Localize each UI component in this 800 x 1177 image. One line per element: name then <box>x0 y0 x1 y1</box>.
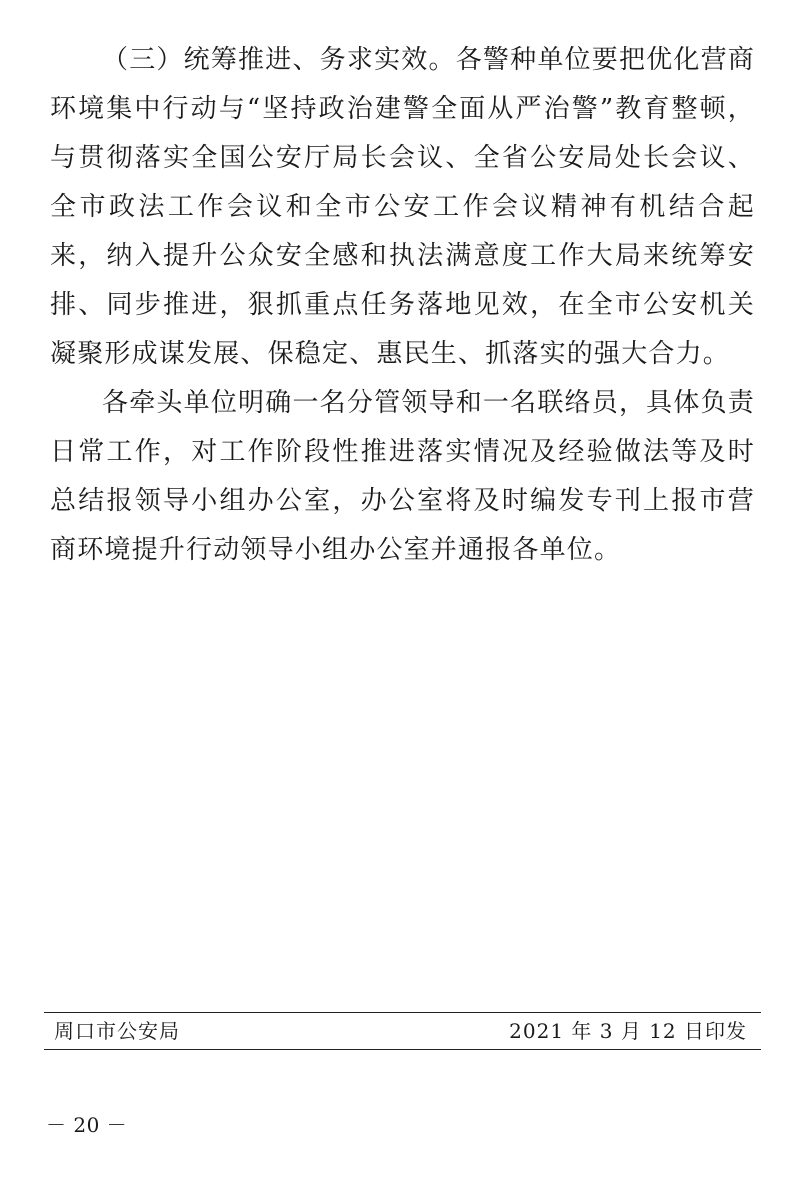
paragraph-section-three: （三）统筹推进、务求实效。各警种单位要把优化营商环境集中行动与“坚持政治建警全面从严治警”教育整顿，与贯彻落实全国公安厅局长会议、全省公安局处长会议、全市政法工作会议和全市公安工作会议精神有机结合起来，纳入提升公众安全感和执法满意度工作大局来统筹安排、同步推进，狠抓重点任务落地见效，在全市公安机关凝聚形成谋发展、保稳定、惠民生、抓落实的强大合力。 <box>50 45 755 369</box>
print-footer <box>44 1012 761 1050</box>
issue-date: 2021 年 3 月 12 日印发 <box>509 1019 747 1043</box>
body-text <box>50 36 755 575</box>
page-number: － 20 － <box>46 1113 128 1137</box>
paragraph-lead-units: 各牵头单位明确一名分管领导和一名联络员，具体负责日常工作，对工作阶段性推进落实情况及经验做法等及时总结报领导小组办公室，办公室将及时编发专刊上报市营商环境提升行动领导小组办公室并通报各单位。 <box>50 388 755 565</box>
issuer-name: 周口市公安局 <box>54 1019 180 1043</box>
